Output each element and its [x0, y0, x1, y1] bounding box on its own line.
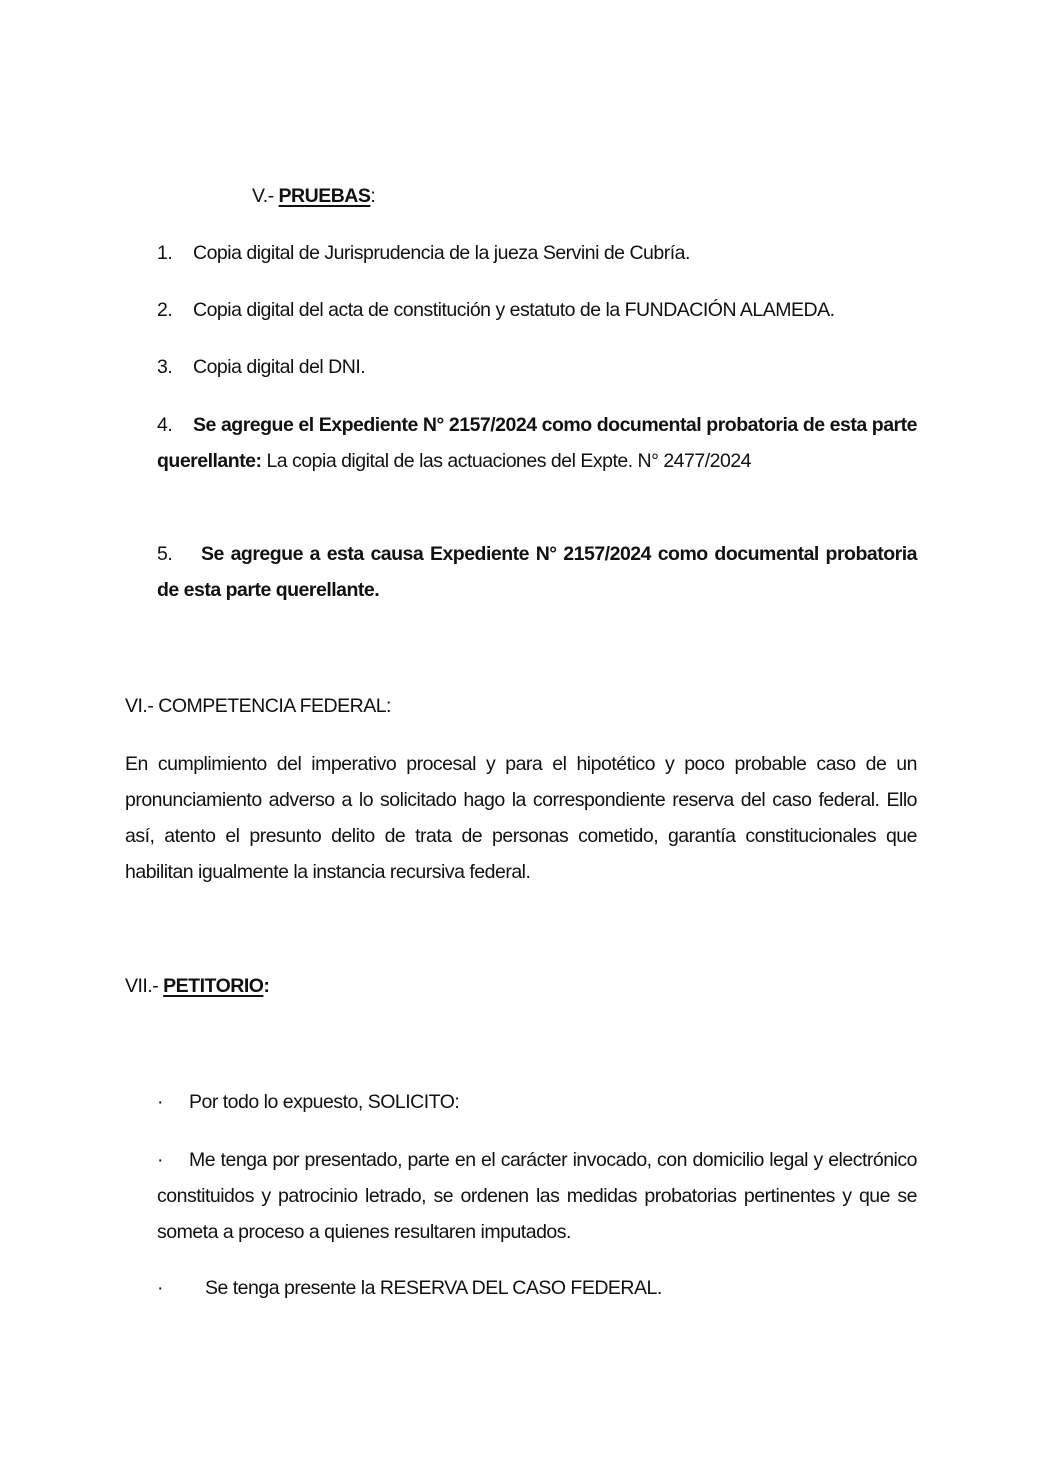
item-text: Copia digital del DNI.	[193, 356, 366, 378]
heading-prefix: VII.-	[125, 975, 164, 997]
item-bold-text: Se agregue el Expediente N° 2157/2024 como documental probatoria de esta parte querellante:	[157, 414, 917, 472]
bullet-icon: ·	[157, 1277, 163, 1299]
bullet-icon: ·	[157, 1091, 163, 1113]
evidence-item-3	[157, 349, 365, 385]
item-number: 4.	[157, 414, 173, 436]
bullet-icon: ·	[157, 1149, 163, 1171]
section-heading-pruebas	[252, 178, 375, 214]
item-text: Se tenga presente la RESERVA DEL CASO FEDERAL.	[205, 1277, 662, 1299]
item-number: 2.	[157, 299, 173, 321]
heading-suffix: :	[370, 185, 376, 207]
heading-prefix: V.-	[252, 185, 279, 207]
evidence-item-1	[157, 235, 690, 271]
item-text: La copia digital de las actuaciones del Expte. N° 2477/2024	[261, 450, 752, 472]
section-heading-competencia: VI.- COMPETENCIA FEDERAL:	[125, 695, 391, 717]
item-number: 1.	[157, 242, 173, 264]
heading-suffix: :	[263, 975, 270, 997]
section-heading-petitorio	[125, 968, 269, 1004]
petition-item-2	[157, 1142, 917, 1250]
item-number: 3.	[157, 356, 173, 378]
item-text: Me tenga por presentado, parte en el carácter invocado, con domicilio legal y electrónico constituidos y patrocinio letrado, se ordenen las medidas probatorias pertinentes y que se someta a proceso a quienes resultaren imputados.	[157, 1149, 917, 1243]
petition-item-3	[157, 1270, 662, 1306]
item-text: Por todo lo expuesto, SOLICITO:	[189, 1091, 460, 1113]
heading-title: PRUEBAS	[278, 185, 371, 207]
item-number: 5.	[157, 543, 173, 565]
evidence-item-2	[157, 292, 835, 328]
item-bold-text: Se agregue a esta causa Expediente N° 2157/2024 como documental probatoria de esta parte querellante.	[157, 543, 917, 601]
evidence-item-4	[157, 407, 917, 479]
heading-title: PETITORIO	[163, 975, 264, 997]
petition-item-1	[157, 1084, 459, 1120]
competencia-paragraph: En cumplimiento del imperativo procesal y para el hipotético y poco probable caso de un pronunciamiento adverso a lo solicitado hago la correspondiente reserva del caso federal. Ello así, atento el presunto delito de trata de personas cometido, garantía constitucionales que habilitan igualmente la instancia recursiva federal.	[125, 753, 917, 883]
evidence-item-5	[157, 536, 917, 608]
item-text: Copia digital del acta de constitución y estatuto de la FUNDACIÓN ALAMEDA.	[193, 299, 835, 321]
item-text: Copia digital de Jurisprudencia de la jueza Servini de Cubría.	[193, 242, 690, 264]
